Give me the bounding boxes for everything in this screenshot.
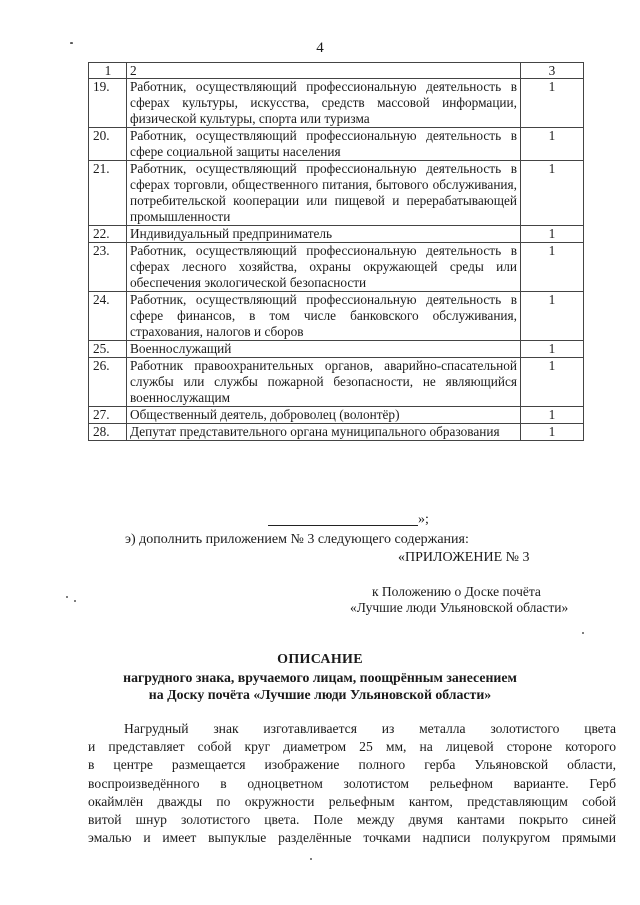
header-col-3: 3 xyxy=(521,63,584,79)
appendix-reference-line-1: к Положению о Доске почёта xyxy=(372,584,541,599)
scan-speck xyxy=(70,42,73,44)
row-count: 1 xyxy=(521,161,584,226)
appendix-title: «ПРИЛОЖЕНИЕ № 3 xyxy=(398,550,530,565)
row-number: 22. xyxy=(89,226,127,243)
appendix-reference-line-2: «Лучшие люди Ульяновской области» xyxy=(350,600,569,615)
table-header-row xyxy=(89,63,584,79)
amendment-text: э) дополнить приложением № 3 следующего содержания: xyxy=(125,532,469,547)
row-count: 1 xyxy=(521,226,584,243)
row-category: Общественный деятель, доброволец (волонтёр) xyxy=(127,407,521,424)
table-row xyxy=(89,128,584,161)
closing-quote-mark: »; xyxy=(418,512,429,527)
paragraph-line: эмалью и имеет выпуклые разделённые точками надписи полукругом прямыми xyxy=(88,830,616,846)
row-count: 1 xyxy=(521,407,584,424)
table-row xyxy=(89,341,584,358)
row-category: Работник, осуществляющий профессиональную деятельность в сфере социальной защиты населения xyxy=(127,128,521,161)
table-body xyxy=(89,63,584,441)
page-number: 4 xyxy=(316,40,324,56)
row-category: Работник, осуществляющий профессиональную деятельность в сферах торговли, общественного питания, бытового обслуживания, потребительской кооперации или пищевой и перерабатывающей промышленности xyxy=(127,161,521,226)
row-category: Работник, осуществляющий профессиональную деятельность в сферах культуры, искусства, средств массовой информации, физической культуры, спорта или туризма xyxy=(127,79,521,128)
paragraph-line: и представляет собой круг диаметром 25 мм, на лицевой стороне которого xyxy=(88,739,616,755)
row-number: 25. xyxy=(89,341,127,358)
table-row xyxy=(89,161,584,226)
row-category: Работник правоохранительных органов, аварийно-спасательной службы или службы пожарной безопасности, не являющийся военнослужащим xyxy=(127,358,521,407)
row-category: Депутат представительного органа муниципального образования xyxy=(127,424,521,441)
row-number: 20. xyxy=(89,128,127,161)
description-paragraph xyxy=(88,720,616,847)
table-row xyxy=(89,292,584,341)
row-category: Работник, осуществляющий профессиональную деятельность в сферах лесного хозяйства, охраны окружающей среды или обеспечения экологической безопасности xyxy=(127,243,521,292)
scan-speck xyxy=(310,858,312,860)
row-count: 1 xyxy=(521,79,584,128)
row-count: 1 xyxy=(521,358,584,407)
table-row xyxy=(89,226,584,243)
scan-speck xyxy=(74,600,76,602)
description-title: ОПИСАНИЕ xyxy=(277,652,363,667)
row-category: Военнослужащий xyxy=(127,341,521,358)
row-number: 19. xyxy=(89,79,127,128)
categories-table xyxy=(88,62,584,441)
row-number: 23. xyxy=(89,243,127,292)
paragraph-line: воспроизведённого в одноцветном золотистом рельефном варианте. Герб xyxy=(88,775,616,791)
row-number: 26. xyxy=(89,358,127,407)
paragraph-line: Нагрудный знак изготавливается из металла золотистого цвета xyxy=(124,721,616,736)
paragraph-line: окаймлён дважды по окружности рельефным кантом, представляющим собой xyxy=(88,793,616,809)
header-col-1: 1 xyxy=(89,63,127,79)
row-count: 1 xyxy=(521,243,584,292)
paragraph-line: витой шнур золотистого цвета. Поле между двумя кантами покрыто синей xyxy=(88,812,616,828)
row-number: 28. xyxy=(89,424,127,441)
row-count: 1 xyxy=(521,128,584,161)
signature-blank-line xyxy=(268,512,418,526)
description-subtitle-line-1: нагрудного знака, вручаемого лицам, поощрённым занесением xyxy=(123,670,517,685)
row-number: 27. xyxy=(89,407,127,424)
row-number: 21. xyxy=(89,161,127,226)
table-row xyxy=(89,243,584,292)
header-col-2: 2 xyxy=(127,63,521,79)
table-row xyxy=(89,424,584,441)
table-row xyxy=(89,358,584,407)
paragraph-line: в центре размещается изображение полного герба Ульяновской области, xyxy=(88,757,616,773)
row-category: Индивидуальный предприниматель xyxy=(127,226,521,243)
table-row xyxy=(89,79,584,128)
description-subtitle-line-2: на Доску почёта «Лучшие люди Ульяновской области» xyxy=(148,687,492,702)
scan-speck xyxy=(582,632,584,634)
scan-speck xyxy=(66,596,68,598)
row-number: 24. xyxy=(89,292,127,341)
row-count: 1 xyxy=(521,424,584,441)
row-category: Работник, осуществляющий профессиональную деятельность в сфере финансов, в том числе банковского обслуживания, страхования, налогов и сборов xyxy=(127,292,521,341)
table-row xyxy=(89,407,584,424)
row-count: 1 xyxy=(521,341,584,358)
row-count: 1 xyxy=(521,292,584,341)
